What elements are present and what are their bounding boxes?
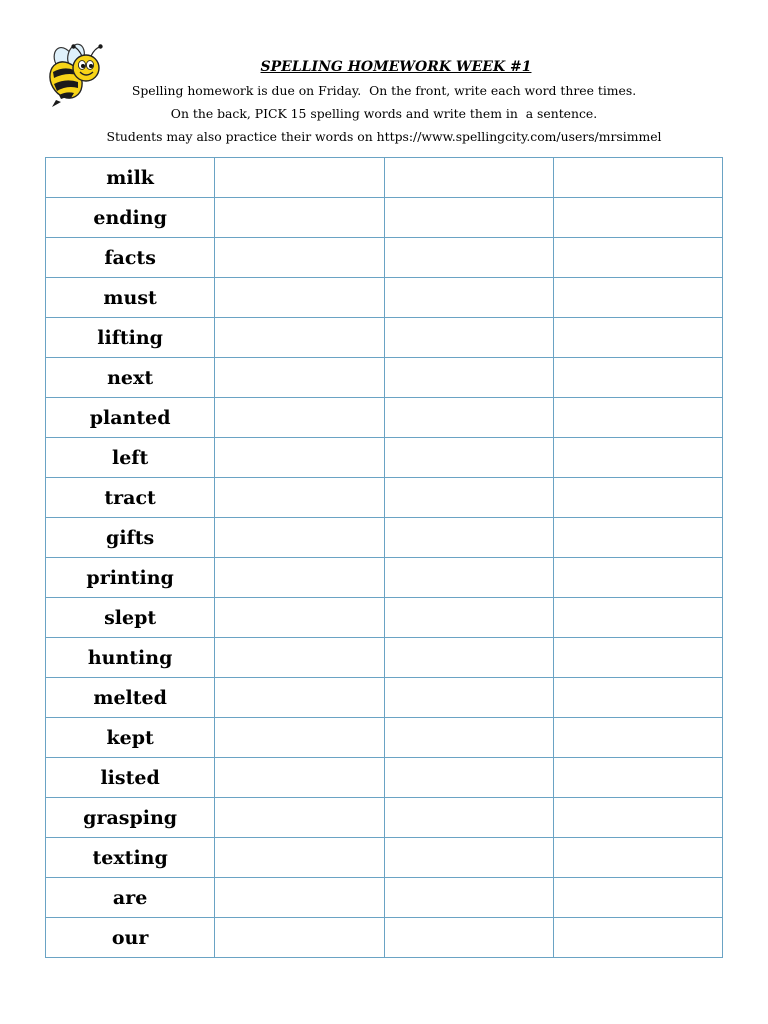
spelling-word: left	[46, 438, 215, 478]
writing-cell	[384, 158, 553, 198]
writing-cell	[553, 718, 722, 758]
writing-cell	[384, 718, 553, 758]
writing-cell	[215, 478, 384, 518]
spelling-word: printing	[46, 558, 215, 598]
spelling-word: planted	[46, 398, 215, 438]
writing-cell	[553, 158, 722, 198]
writing-cell	[553, 398, 722, 438]
writing-cell	[215, 518, 384, 558]
writing-cell	[384, 198, 553, 238]
table-row	[46, 438, 723, 478]
writing-cell	[384, 558, 553, 598]
writing-cell	[384, 358, 553, 398]
table-row	[46, 238, 723, 278]
writing-cell	[553, 838, 722, 878]
writing-cell	[384, 398, 553, 438]
spelling-word: listed	[46, 758, 215, 798]
writing-cell	[553, 638, 722, 678]
writing-cell	[215, 878, 384, 918]
writing-cell	[384, 678, 553, 718]
writing-cell	[553, 918, 722, 958]
worksheet-header	[0, 56, 768, 148]
writing-cell	[215, 558, 384, 598]
table-row	[46, 278, 723, 318]
writing-cell	[384, 798, 553, 838]
table-row	[46, 318, 723, 358]
instructions-line-2: On the back, PICK 15 spelling words and write them in a sentence.	[170, 106, 598, 121]
writing-cell	[384, 838, 553, 878]
writing-cell	[553, 278, 722, 318]
writing-cell	[215, 318, 384, 358]
table-row	[46, 478, 723, 518]
writing-cell	[384, 278, 553, 318]
table-row	[46, 678, 723, 718]
spelling-word: ending	[46, 198, 215, 238]
writing-cell	[553, 318, 722, 358]
table-row	[46, 758, 723, 798]
spelling-word: melted	[46, 678, 215, 718]
writing-cell	[384, 318, 553, 358]
writing-cell	[553, 438, 722, 478]
table-row	[46, 558, 723, 598]
table-row	[46, 358, 723, 398]
writing-cell	[215, 158, 384, 198]
table-row	[46, 598, 723, 638]
writing-cell	[384, 598, 553, 638]
table-row	[46, 878, 723, 918]
writing-cell	[553, 358, 722, 398]
writing-cell	[215, 438, 384, 478]
writing-cell	[215, 838, 384, 878]
spelling-word-table	[45, 157, 723, 958]
spelling-word: our	[46, 918, 215, 958]
spelling-word: slept	[46, 598, 215, 638]
table-row	[46, 198, 723, 238]
writing-cell	[553, 678, 722, 718]
writing-cell	[215, 398, 384, 438]
writing-cell	[553, 238, 722, 278]
writing-cell	[215, 238, 384, 278]
spelling-word: hunting	[46, 638, 215, 678]
table-row	[46, 798, 723, 838]
writing-cell	[384, 878, 553, 918]
spelling-word: must	[46, 278, 215, 318]
spelling-word: lifting	[46, 318, 215, 358]
page-title: SPELLING HOMEWORK WEEK #1	[260, 59, 532, 75]
writing-cell	[553, 518, 722, 558]
table-row	[46, 838, 723, 878]
instructions-line-3: Students may also practice their words on https://www.spellingcity.com/users/mrsimmel	[106, 129, 662, 144]
writing-cell	[215, 598, 384, 638]
spelling-word: next	[46, 358, 215, 398]
spelling-word: gifts	[46, 518, 215, 558]
table-row	[46, 158, 723, 198]
table-row	[46, 918, 723, 958]
spelling-word: milk	[46, 158, 215, 198]
writing-cell	[215, 918, 384, 958]
writing-cell	[553, 598, 722, 638]
writing-cell	[215, 758, 384, 798]
spelling-word: texting	[46, 838, 215, 878]
writing-cell	[384, 758, 553, 798]
writing-cell	[553, 758, 722, 798]
table-row	[46, 718, 723, 758]
writing-cell	[553, 878, 722, 918]
writing-cell	[215, 638, 384, 678]
writing-cell	[384, 638, 553, 678]
writing-cell	[384, 918, 553, 958]
writing-cell	[553, 198, 722, 238]
table-row	[46, 518, 723, 558]
instructions-line-1: Spelling homework is due on Friday. On the front, write each word three times.	[131, 83, 637, 98]
writing-cell	[215, 678, 384, 718]
table-row	[46, 398, 723, 438]
writing-cell	[215, 718, 384, 758]
spelling-word: grasping	[46, 798, 215, 838]
writing-cell	[553, 478, 722, 518]
spelling-word: are	[46, 878, 215, 918]
writing-cell	[553, 798, 722, 838]
table-row	[46, 638, 723, 678]
writing-cell	[384, 478, 553, 518]
spelling-word: tract	[46, 478, 215, 518]
writing-cell	[215, 798, 384, 838]
writing-cell	[384, 438, 553, 478]
writing-cell	[553, 558, 722, 598]
writing-cell	[384, 518, 553, 558]
spelling-word: facts	[46, 238, 215, 278]
writing-cell	[215, 358, 384, 398]
writing-cell	[384, 238, 553, 278]
writing-cell	[215, 198, 384, 238]
spelling-word: kept	[46, 718, 215, 758]
writing-cell	[215, 278, 384, 318]
